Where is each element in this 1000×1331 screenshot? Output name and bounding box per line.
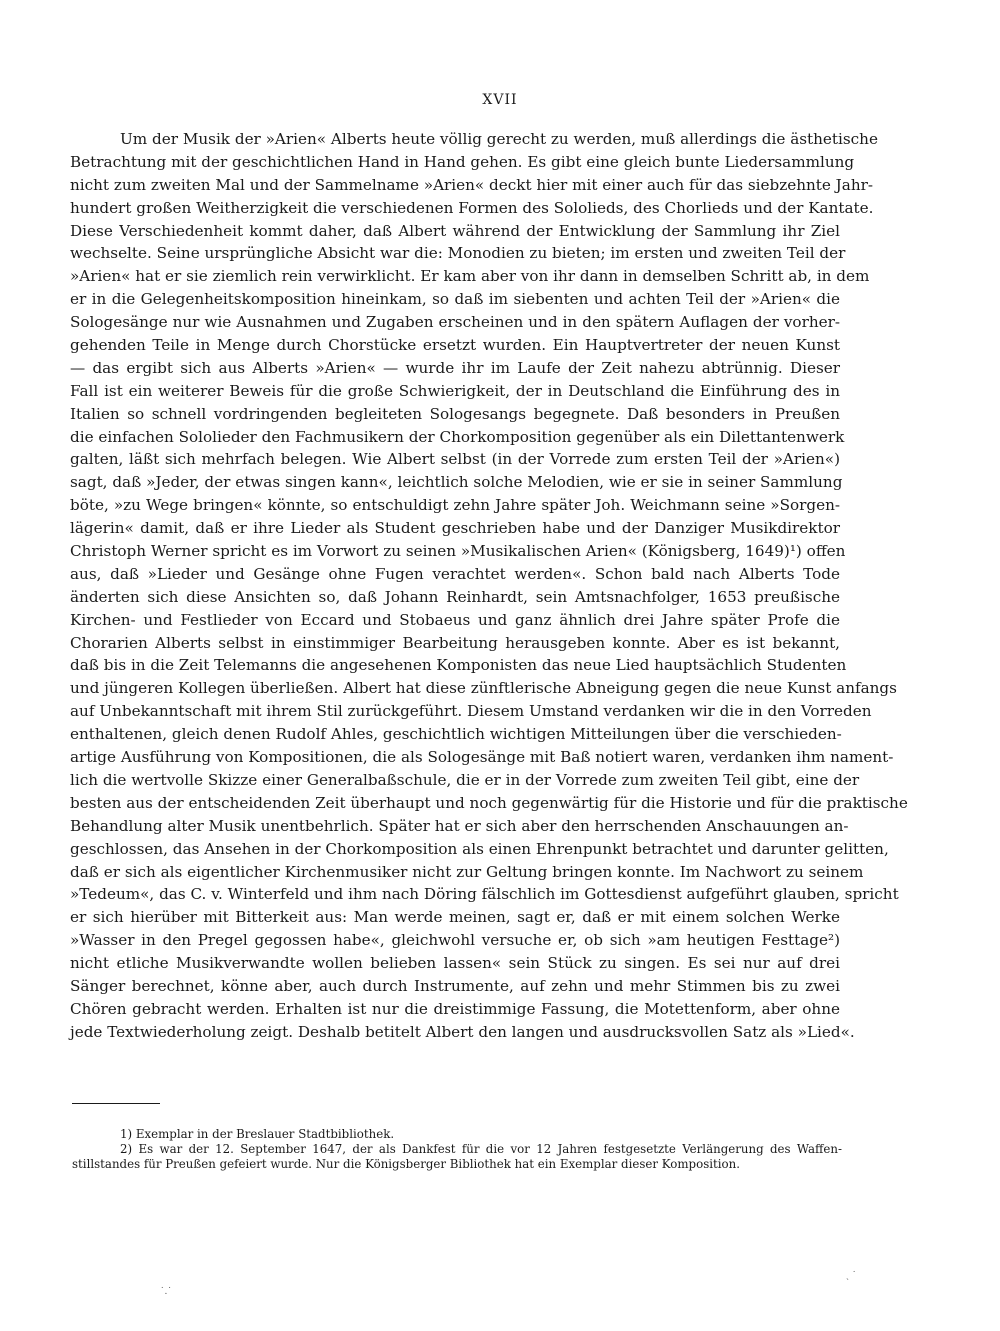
text-line: galten, läßt sich mehrfach belegen. Wie Albert selbst (in der Vorrede zum ersten Teil der »Arien«) — [70, 450, 840, 469]
text-line: und jüngeren Kollegen überließen. Albert hat diese zünftlerische Abneigung gegen die neue Kunst anfangs — [70, 679, 897, 698]
text-line: Kirchen- und Festlieder von Eccard und Stobaeus und ganz ähnlich drei Jahre später Profe die — [70, 610, 840, 629]
text-line: daß bis in die Zeit Telemanns die angesehenen Komponisten das neue Lied hauptsächlich Studenten — [70, 656, 847, 675]
text-line: Um der Musik der »Arien« Alberts heute völlig gerecht zu werden, muß allerdings die ästhetische — [120, 130, 878, 148]
body-paragraph — [70, 128, 908, 1044]
text-line: »Tedeum«, das C. v. Winterfeld und ihm nach Döring fälschlich im Gottesdienst aufgeführt glauben, spricht — [70, 885, 899, 904]
text-line: Chorarien Alberts selbst in einstimmiger Bearbeitung herausgeben konnte. Aber es ist bekannt, — [70, 633, 840, 652]
text-line: Italien so schnell vordringenden begleiteten Sologesangs begegnete. Daß besonders in Preußen — [70, 404, 840, 423]
text-line: »Wasser in den Pregel gegossen habe«, gleichwohl versuche er, ob sich »am heutigen Festtage²) — [70, 931, 840, 950]
text-line: enthaltenen, gleich denen Rudolf Ahles, geschichtlich wichtigen Mitteilungen über die verschieden- — [70, 725, 842, 744]
text-line: jede Textwiederholung zeigt. Deshalb betitelt Albert den langen und ausdrucksvollen Satz als »Lied«. — [70, 1022, 855, 1041]
text-line: artige Ausführung von Kompositionen, die als Sologesänge mit Baß notiert waren, verdanken ihm nament- — [70, 748, 894, 767]
text-line: aus, daß »Lieder und Gesänge ohne Fugen verachtet werden«. Schon bald nach Alberts Tode — [70, 564, 840, 583]
text-line: Diese Verschiedenheit kommt daher, daß Albert während der Entwicklung der Sammlung ihr Ziel — [70, 221, 840, 240]
text-line: Fall ist ein weiterer Beweis für die große Schwierigkeit, der in Deutschland die Einführung des in — [70, 381, 840, 400]
text-line: — das ergibt sich aus Alberts »Arien« — wurde ihr im Laufe der Zeit nahezu abtrünnig. Dieser — [70, 358, 840, 377]
text-line: »Arien« hat er sie ziemlich rein verwirklicht. Er kam aber von ihr dann in demselben Schritt ab, in dem — [70, 267, 870, 286]
text-line: nicht etliche Musikverwandte wollen belieben lassen« sein Stück zu singen. Es sei nur auf drei — [70, 954, 840, 973]
text-line: hundert großen Weitherzigkeit die verschiedenen Formen des Sololieds, des Chorlieds und der Kantate. — [70, 198, 874, 217]
text-line: Sänger berechnet, könne aber, auch durch Instrumente, auf zehn und mehr Stimmen bis zu zwei — [70, 976, 840, 995]
text-line: besten aus der entscheidenden Zeit überhaupt und noch gegenwärtig für die Historie und für die praktische — [70, 793, 908, 812]
footnote-divider — [72, 1103, 160, 1104]
scan-speck: ˎ ˙ — [846, 1271, 857, 1281]
text-line: Christoph Werner spricht es im Vorwort zu seinen »Musikalischen Arien« (Königsberg, 1649)¹) offen — [70, 542, 846, 561]
footnote-1: 1) Exemplar in der Breslauer Stadtbibliothek. — [120, 1127, 395, 1141]
text-line: Sologesänge nur wie Ausnahmen und Zugaben erscheinen und in den spätern Auflagen der vorher- — [70, 313, 840, 332]
text-line: lich die wertvolle Skizze einer Generalbaßschule, die er in der Vorrede zum zweiten Teil gibt, eine der — [70, 770, 860, 789]
scan-speck: ˙.˙ — [160, 1287, 172, 1297]
text-line: wechselte. Seine ursprüngliche Absicht war die: Monodien zu bieten; im ersten und zweiten Teil der — [70, 244, 846, 263]
text-line: geschlossen, das Ansehen in der Chorkomposition als einen Ehrenpunkt betrachtet und darunter gelitten, — [70, 839, 889, 858]
page-number: XVII — [482, 92, 518, 108]
footnote-2-continued: stillstandes für Preußen gefeiert wurde. Nur die Königsberger Bibliothek hat ein Exemplar dieser Komposition. — [72, 1157, 740, 1171]
text-line: die einfachen Sololieder den Fachmusikern der Chorkomposition gegenüber als ein Dilettantenwerk — [70, 427, 845, 446]
text-line: er sich hierüber mit Bitterkeit aus: Man werde meinen, sagt er, daß er mit einem solchen Werke — [70, 908, 840, 927]
text-line: auf Unbekanntschaft mit ihrem Stil zurückgeführt. Diesem Umstand verdanken wir die in den Vorreden — [70, 702, 872, 721]
footnote-2: 2) Es war der 12. September 1647, der als Dankfest für die vor 12 Jahren festgesetzte Verlängerung des Waffen- — [120, 1142, 842, 1156]
text-line: Betrachtung mit der geschichtlichen Hand in Hand gehen. Es gibt eine gleich bunte Liedersammlung — [70, 152, 855, 171]
text-line: nicht zum zweiten Mal und der Sammelname »Arien« deckt hier mit einer auch für das siebzehnte Jahr- — [70, 175, 873, 194]
text-line: gehenden Teile in Menge durch Chorstücke ersetzt wurden. Ein Hauptvertreter der neuen Kunst — [70, 336, 840, 355]
text-line: sagt, daß »Jeder, der etwas singen kann«, leichtlich solche Melodien, wie er sie in seiner Sammlung — [70, 473, 843, 492]
text-line: Behandlung alter Musik unentbehrlich. Später hat er sich aber den herrschenden Anschauungen an- — [70, 816, 849, 835]
footnotes — [72, 1127, 842, 1172]
text-line: daß er sich als eigentlicher Kirchenmusiker nicht zur Geltung bringen konnte. Im Nachwort zu seinem — [70, 862, 864, 881]
text-line: lägerin« damit, daß er ihre Lieder als Student geschrieben habe und der Danziger Musikdirektor — [70, 519, 840, 538]
text-line: änderten sich diese Ansichten so, daß Johann Reinhardt, sein Amtsnachfolger, 1653 preußische — [70, 587, 840, 606]
text-line: er in die Gelegenheitskomposition hineinkam, so daß im siebenten und achten Teil der »Arien« die — [70, 290, 840, 309]
text-line: böte, »zu Wege bringen« könnte, so entschuldigt zehn Jahre später Joh. Weichmann seine »Sorgen- — [70, 496, 840, 515]
text-line: Chören gebracht werden. Erhalten ist nur die dreistimmige Fassung, die Motettenform, aber ohne — [70, 999, 840, 1018]
